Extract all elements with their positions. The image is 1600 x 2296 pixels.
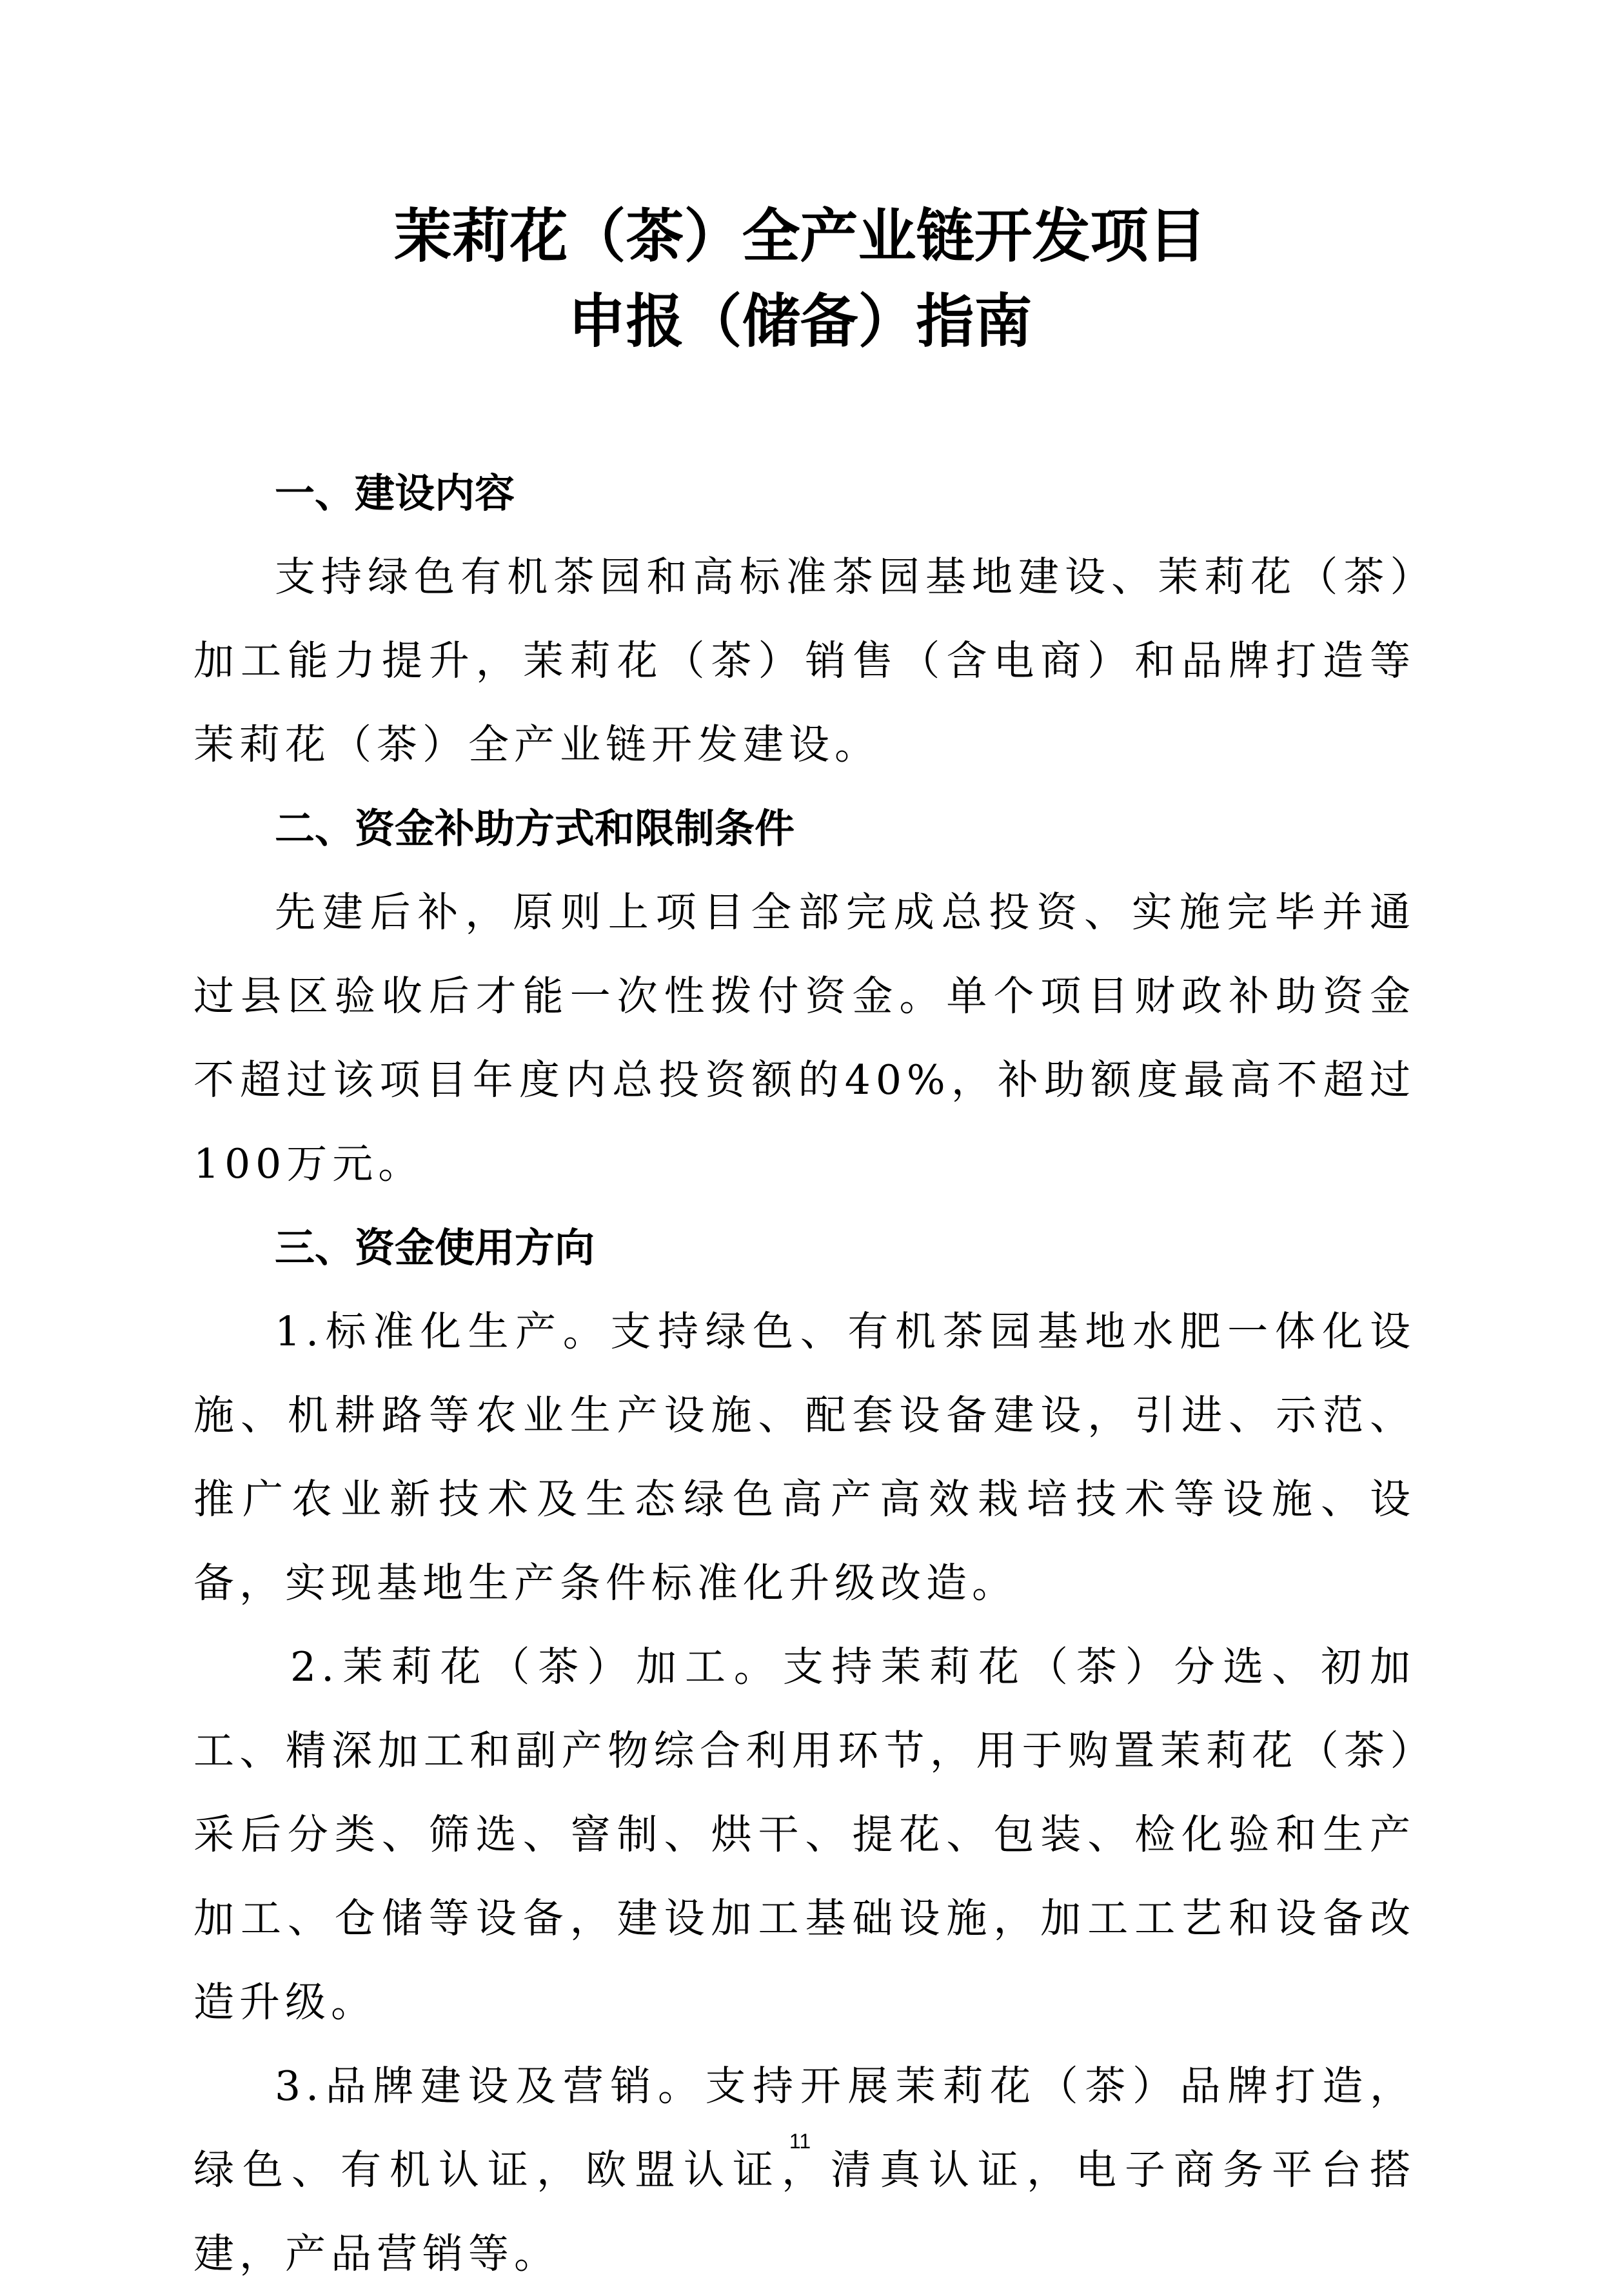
document-title [0, 193, 1600, 364]
section-construction-content [193, 451, 1416, 787]
section-heading: 三、资金使用方向 [275, 1224, 595, 1271]
body-paragraph: 3.品牌建设及营销。支持开展茉莉花（茶）品牌打造，绿色、有机认证，欧盟认证，清真认证，电子商务平台搭建，产品营销等。 [193, 2063, 1416, 2277]
section-funding-method [193, 787, 1416, 1206]
section-heading: 一、建设内容 [275, 470, 515, 517]
document-title-line-2: 申报（储备）指南 [568, 287, 1032, 355]
body-paragraph: 2.茉莉花（茶）加工。支持茉莉花（茶）分选、初加工、精深加工和副产物综合利用环节，用于购置茉莉花（茶）采后分类、筛选、窨制、烘干、提花、包装、检化验和生产加工、仓储等设备，建设加工基础设施，加工工艺和设备改造升级。 [193, 1643, 1416, 2026]
body-paragraph: 先建后补，原则上项目全部完成总投资、实施完毕并通过县区验收后才能一次性拨付资金。单个项目财政补助资金不超过该项目年度内总投资额的40%，补助额度最高不超过100万元。 [193, 889, 1416, 1187]
document-title-line-1: 茉莉花（茶）全产业链开发项目 [393, 202, 1207, 270]
body-paragraph: 1.标准化生产。支持绿色、有机茶园基地水肥一体化设施、机耕路等农业生产设施、配套设备建设，引进、示范、推广农业新技术及生态绿色高产高效栽培技术等设施、设备，实现基地生产条件标准化升级改造。 [193, 1308, 1416, 1607]
body-paragraph: 支持绿色有机茶园和高标准茶园基地建设、茉莉花（茶）加工能力提升，茉莉花（茶）销售（含电商）和品牌打造等茉莉花（茶）全产业链开发建设。 [193, 553, 1416, 768]
section-heading: 二、资金补助方式和限制条件 [275, 805, 795, 852]
document-body [193, 451, 1416, 2296]
page-number: 11 [789, 2130, 811, 2153]
